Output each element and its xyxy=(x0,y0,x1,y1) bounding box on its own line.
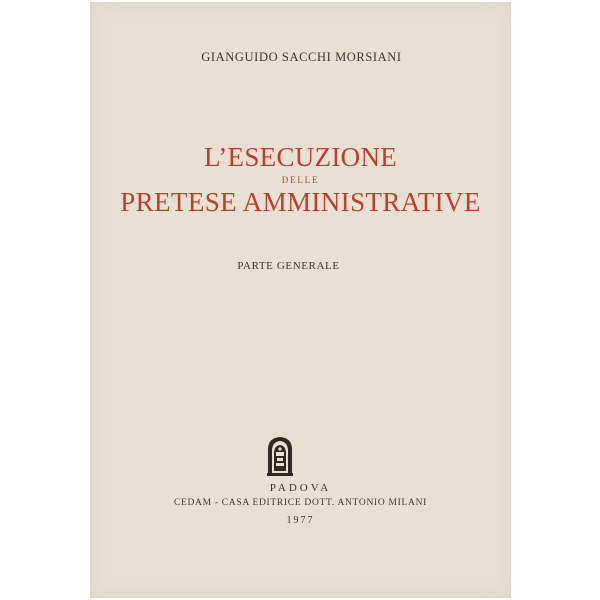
title-main-line2: PRETESE AMMINISTRATIVE xyxy=(120,187,481,217)
publisher-city: PADOVA xyxy=(269,482,332,494)
title-page xyxy=(90,2,511,598)
publisher-emblem-icon xyxy=(265,435,295,477)
publisher-name: CEDAM - CASA EDITRICE DOTT. ANTONIO MILANI xyxy=(173,498,428,508)
subtitle: PARTE GENERALE xyxy=(237,260,340,272)
title-connector: DELLE xyxy=(281,175,320,185)
title-main-line1: L’ESECUZIONE xyxy=(203,142,398,172)
author-name: GIANGUIDO SACCHI MORSIANI xyxy=(201,50,402,64)
publication-year: 1977 xyxy=(286,515,315,526)
